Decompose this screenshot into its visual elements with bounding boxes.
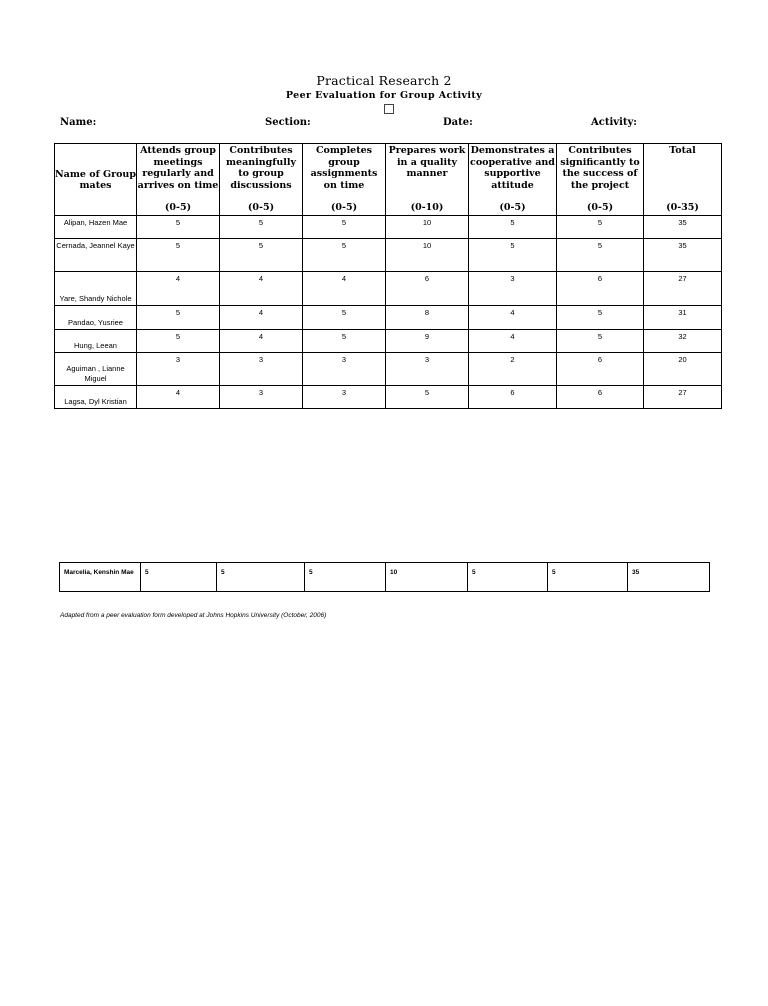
column-header-assignments: Completes group assignments on time (0-5) (303, 144, 386, 216)
total-cell: 20 (644, 353, 722, 386)
additional-evaluation-table (59, 562, 710, 592)
member-name: Cernada, Jeannel Kaye (55, 239, 137, 272)
score-cell: 5 (137, 330, 220, 353)
score-cell: 4 (220, 306, 303, 330)
total-cell: 32 (644, 330, 722, 353)
score-cell: 4 (303, 272, 386, 306)
score-cell: 4 (220, 330, 303, 353)
score-cell: 5 (217, 563, 305, 592)
column-range: (0-10) (410, 201, 444, 213)
score-cell: 5 (469, 239, 557, 272)
score-cell: 10 (386, 216, 469, 239)
score-cell: 5 (468, 563, 548, 592)
score-cell: 5 (557, 239, 644, 272)
score-cell: 3 (220, 386, 303, 409)
score-cell: 5 (303, 306, 386, 330)
score-cell: 5 (557, 216, 644, 239)
score-cell: 3 (386, 353, 469, 386)
table-row (55, 306, 722, 330)
table-header-row (55, 144, 722, 216)
score-cell: 3 (469, 272, 557, 306)
score-cell: 5 (305, 563, 386, 592)
document-subtitle: Peer Evaluation for Group Activity (285, 90, 483, 101)
score-cell: 5 (220, 239, 303, 272)
total-cell: 31 (644, 306, 722, 330)
score-cell: 9 (386, 330, 469, 353)
score-cell: 3 (303, 353, 386, 386)
score-cell: 5 (137, 216, 220, 239)
column-header-contribution: Contributes significantly to the success of the project (0-5) (557, 144, 644, 216)
score-cell: 10 (386, 563, 468, 592)
score-cell: 6 (557, 386, 644, 409)
score-cell: 3 (137, 353, 220, 386)
activity-field-label: Activity: (591, 117, 637, 128)
date-field-label: Date: (443, 117, 473, 128)
column-range: (0-5) (586, 201, 614, 213)
score-cell: 4 (137, 272, 220, 306)
member-name: Hung, Leean (55, 330, 137, 353)
score-cell: 5 (303, 330, 386, 353)
score-cell: 3 (220, 353, 303, 386)
column-header-quality: Prepares work in a quality manner (0-10) (386, 144, 469, 216)
score-cell: 5 (548, 563, 628, 592)
score-cell: 5 (469, 216, 557, 239)
score-cell: 6 (557, 353, 644, 386)
peer-evaluation-table (54, 143, 722, 409)
column-range: (0-5) (499, 201, 526, 213)
column-header-attitude: Demonstrates a cooperative and supportive attitude (0-5) (469, 144, 557, 216)
name-field-label: Name: (60, 117, 97, 128)
score-cell: 4 (469, 330, 557, 353)
score-cell: 5 (220, 216, 303, 239)
column-header-total: Total (0-35) (644, 144, 722, 216)
score-cell: 3 (303, 386, 386, 409)
table-row (55, 239, 722, 272)
column-range: (0-5) (330, 201, 358, 213)
table-row (55, 386, 722, 409)
score-cell: 4 (137, 386, 220, 409)
table-row (55, 272, 722, 306)
total-cell: 27 (644, 272, 722, 306)
member-name: Lagsa, Dyl Kristian (55, 386, 137, 409)
column-range: (0-5) (247, 201, 275, 213)
score-cell: 5 (303, 239, 386, 272)
score-cell: 8 (386, 306, 469, 330)
total-cell: 27 (644, 386, 722, 409)
table-row (60, 563, 710, 592)
score-cell: 6 (386, 272, 469, 306)
score-cell: 6 (469, 386, 557, 409)
member-name: Aguiman , Lianne Miguel (55, 353, 137, 386)
member-name: Yare, Shandy Nichole (55, 272, 137, 306)
total-cell: 35 (644, 239, 722, 272)
section-field-label: Section: (265, 117, 311, 128)
total-cell: 35 (628, 563, 710, 592)
member-name: Marcelia, Kenshin Mae (60, 563, 141, 592)
score-cell: 4 (220, 272, 303, 306)
score-cell: 5 (137, 306, 220, 330)
table-row (55, 353, 722, 386)
score-cell: 5 (303, 216, 386, 239)
score-cell: 2 (469, 353, 557, 386)
document-title: Practical Research 2 (316, 73, 452, 88)
column-header-discussion: Contributes meaningfully to group discussions (0-5) (220, 144, 303, 216)
member-name: Pandao, Yusriee (55, 306, 137, 330)
score-cell: 4 (469, 306, 557, 330)
table-row (55, 216, 722, 239)
score-cell: 6 (557, 272, 644, 306)
score-cell: 5 (557, 306, 644, 330)
score-cell: 5 (386, 386, 469, 409)
member-name: Alipan, Hazen Mae (55, 216, 137, 239)
score-cell: 5 (137, 239, 220, 272)
column-header-name: Name of Group mates (55, 144, 137, 216)
score-cell: 5 (141, 563, 217, 592)
total-cell: 35 (644, 216, 722, 239)
checkbox-placeholder-icon (384, 104, 394, 114)
score-cell: 5 (557, 330, 644, 353)
table-row (55, 330, 722, 353)
score-cell: 10 (386, 239, 469, 272)
source-footnote: Adapted from a peer evaluation form developed at Johns Hopkins University (October, 2006) (60, 612, 327, 619)
column-range: (0-35) (666, 201, 699, 213)
column-range: (0-5) (164, 201, 192, 213)
column-header-attendance: Attends group meetings regularly and arrives on time (0-5) (137, 144, 220, 216)
